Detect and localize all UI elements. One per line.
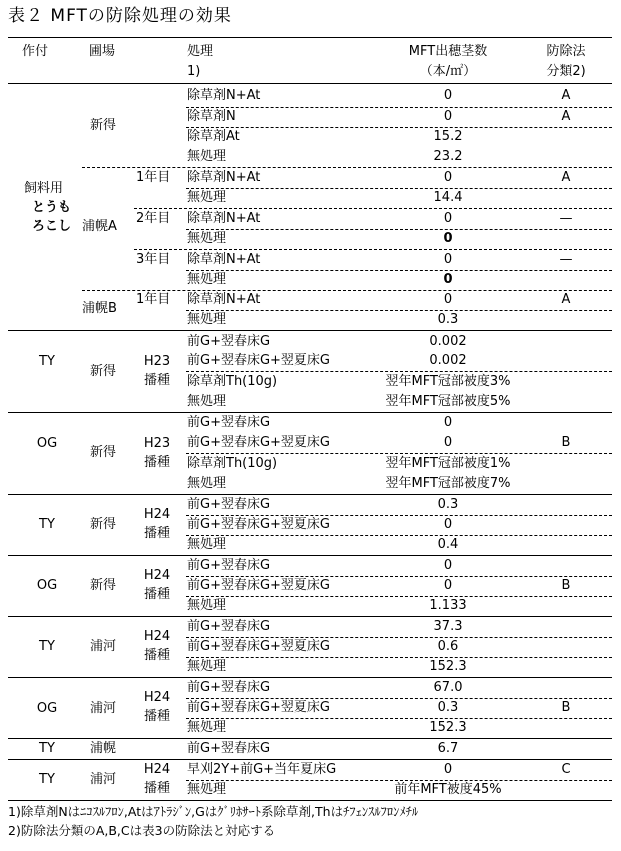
treatment-cell: 無処理 xyxy=(187,394,227,409)
value-cell: 翌年MFT冠部被度5% xyxy=(385,394,511,409)
method-cell: B xyxy=(561,700,571,715)
year-label: H24 xyxy=(143,690,171,705)
year-label: 播種 xyxy=(143,455,171,470)
value-cell: 0.3 xyxy=(437,312,459,327)
header-count-unit: （本/㎡） xyxy=(419,64,477,79)
row-divider xyxy=(82,167,612,168)
treatment-cell: 前G+翌春床G+翌夏床G xyxy=(187,639,331,654)
method-cell: A xyxy=(561,170,571,185)
treatment-cell: 無処理 xyxy=(187,149,227,164)
row-divider xyxy=(186,576,612,577)
value-cell: 翌年MFT冠部被度7% xyxy=(385,476,511,491)
value-cell: 0 xyxy=(443,252,453,267)
value-cell: 0 xyxy=(443,211,453,226)
value-cell: 0 xyxy=(443,109,453,124)
value-cell: 0 xyxy=(443,762,453,777)
treatment-cell: 除草剤N+At xyxy=(187,211,261,226)
field-label: 浦河 xyxy=(90,701,117,716)
treatment-cell: 除草剤N+At xyxy=(187,88,261,103)
year-label: 播種 xyxy=(143,709,171,724)
field-label: 浦幌A xyxy=(82,219,117,234)
crop-label: TY xyxy=(39,772,55,787)
method-cell: A xyxy=(561,109,571,124)
year-label: 播種 xyxy=(143,526,171,541)
year-label: 1年目 xyxy=(136,170,171,185)
header-method-sub: 分類2) xyxy=(546,64,586,79)
block-divider xyxy=(8,759,612,760)
treatment-cell: 無処理 xyxy=(187,231,227,246)
block-divider xyxy=(8,738,612,739)
row-divider xyxy=(186,698,612,699)
table-bottom-rule xyxy=(8,800,612,801)
treatment-cell: 無処理 xyxy=(187,537,227,552)
year-label: H24 xyxy=(143,762,171,777)
value-cell: 0.3 xyxy=(437,497,459,512)
value-cell: 0.4 xyxy=(437,537,459,552)
value-cell: 14.4 xyxy=(433,190,463,205)
row-divider xyxy=(186,310,612,311)
field-label: 浦河 xyxy=(90,639,117,654)
row-divider xyxy=(186,371,612,372)
crop-label: 飼料用 xyxy=(24,181,64,196)
block-divider xyxy=(8,412,612,413)
crop-label: OG xyxy=(36,578,58,593)
table-title: 表２ MFTの防除処理の効果 xyxy=(8,6,232,26)
value-cell: 0.002 xyxy=(429,334,467,349)
method-cell: A xyxy=(561,88,571,103)
treatment-cell: 前G+翌春床G xyxy=(187,741,271,756)
treatment-cell: 無処理 xyxy=(187,312,227,327)
value-cell: 0.002 xyxy=(429,353,467,368)
treatment-cell: 無処理 xyxy=(187,659,227,674)
year-label: 播種 xyxy=(143,373,171,388)
row-divider xyxy=(82,290,612,291)
year-label: H23 xyxy=(143,354,171,369)
treatment-cell: 前G+翌春床G xyxy=(187,334,271,349)
crop-label: OG xyxy=(36,436,58,451)
treatment-cell: 無処理 xyxy=(187,272,227,287)
treatment-cell: 除草剤N+At xyxy=(187,292,261,307)
treatment-cell: 前G+翌春床G xyxy=(187,619,271,634)
method-cell: C xyxy=(561,762,571,777)
value-cell: 0 xyxy=(443,435,453,450)
row-divider xyxy=(186,270,612,271)
value-cell: 67.0 xyxy=(433,680,463,695)
value-cell: 23.2 xyxy=(433,149,463,164)
row-divider xyxy=(186,229,612,230)
value-cell: 0 xyxy=(443,272,453,287)
treatment-cell: 除草剤At xyxy=(187,129,240,144)
treatment-cell: 無処理 xyxy=(187,476,227,491)
field-label: 新得 xyxy=(90,445,117,460)
treatment-cell: 前G+翌春床G xyxy=(187,415,271,430)
block-divider xyxy=(8,330,612,331)
crop-label: TY xyxy=(39,639,55,654)
treatment-cell: 早刈2Y+前G+当年夏床G xyxy=(187,762,337,777)
method-cell: — xyxy=(559,211,573,226)
treatment-cell: 除草剤Th(10g) xyxy=(187,374,278,389)
value-cell: 152.3 xyxy=(429,659,467,674)
row-divider xyxy=(134,249,612,250)
year-label: 3年目 xyxy=(136,252,171,267)
treatment-cell: 無処理 xyxy=(187,782,227,797)
header-field: 圃場 xyxy=(89,44,116,59)
field-label: 浦幌 xyxy=(90,741,117,756)
treatment-cell: 除草剤Th(10g) xyxy=(187,456,278,471)
crop-label: とうも xyxy=(32,200,72,215)
row-divider xyxy=(186,107,612,108)
method-cell: B xyxy=(561,578,571,593)
value-cell: 0 xyxy=(443,558,453,573)
row-divider xyxy=(186,718,612,719)
value-cell: 0 xyxy=(443,517,453,532)
value-cell: 6.7 xyxy=(437,741,459,756)
year-label: 播種 xyxy=(143,648,171,663)
method-cell: A xyxy=(561,292,571,307)
block-divider xyxy=(8,677,612,678)
row-divider xyxy=(186,127,612,128)
footnote-2: 2)防除法分類のA,B,Cは表3の防除法と対応する xyxy=(8,823,276,838)
row-divider xyxy=(186,535,612,536)
value-cell: 1.133 xyxy=(429,598,467,613)
block-divider xyxy=(8,494,612,495)
treatment-cell: 前G+翌春床G+翌夏床G xyxy=(187,578,331,593)
year-label: H24 xyxy=(143,629,171,644)
crop-label: TY xyxy=(39,741,55,756)
field-label: 新得 xyxy=(90,118,117,133)
year-label: H24 xyxy=(143,507,171,522)
treatment-cell: 除草剤N+At xyxy=(187,252,261,267)
value-cell: 15.2 xyxy=(433,129,463,144)
row-divider xyxy=(186,188,612,189)
treatment-cell: 前G+翌春床G+翌夏床G xyxy=(187,435,331,450)
crop-label: TY xyxy=(39,354,55,369)
treatment-cell: 前G+翌春床G+翌夏床G xyxy=(187,353,331,368)
year-label: H23 xyxy=(143,436,171,451)
row-divider xyxy=(134,208,612,209)
crop-label: ろこし xyxy=(32,219,72,234)
value-cell: 0 xyxy=(443,292,453,307)
treatment-cell: 前G+翌春床G+翌夏床G xyxy=(187,517,331,532)
block-divider xyxy=(8,555,612,556)
field-label: 浦幌B xyxy=(82,301,117,316)
field-label: 浦河 xyxy=(90,772,117,787)
treatment-cell: 除草剤N+At xyxy=(187,170,261,185)
block-divider xyxy=(8,616,612,617)
row-divider xyxy=(186,596,612,597)
footnote-1: 1)除草剤Nはﾆｺｽﾙﾌﾛﾝ,Atはｱﾄﾗｼﾞﾝ,Gはｸﾞﾘﾎｻｰﾄ系除草剤,Thはﾁﾌｪﾝｽﾙﾌﾛﾝﾒﾁﾙ xyxy=(8,804,419,819)
value-cell: 152.3 xyxy=(429,720,467,735)
header-count: MFT出穂茎数 xyxy=(408,44,488,59)
header-treatment-note: 1) xyxy=(187,64,201,79)
value-cell: 0.3 xyxy=(437,700,459,715)
field-label: 新得 xyxy=(90,364,117,379)
treatment-cell: 無処理 xyxy=(187,598,227,613)
treatment-cell: 前G+翌春床G xyxy=(187,680,271,695)
field-label: 新得 xyxy=(90,517,117,532)
crop-label: OG xyxy=(36,701,58,716)
year-label: 2年目 xyxy=(136,211,171,226)
treatment-cell: 無処理 xyxy=(187,190,227,205)
year-label: 播種 xyxy=(143,587,171,602)
header-top-rule xyxy=(8,37,612,38)
value-cell: 0.6 xyxy=(437,639,459,654)
treatment-cell: 無処理 xyxy=(187,720,227,735)
row-divider xyxy=(186,515,612,516)
header-treatment: 処理 xyxy=(187,44,214,59)
value-cell: 37.3 xyxy=(433,619,463,634)
value-cell: 前年MFT被度45% xyxy=(394,782,502,797)
value-cell: 0 xyxy=(443,170,453,185)
method-cell: — xyxy=(559,252,573,267)
value-cell: 0 xyxy=(443,415,453,430)
value-cell: 0 xyxy=(443,578,453,593)
header-method: 防除法 xyxy=(546,44,586,59)
treatment-cell: 除草剤N xyxy=(187,109,236,124)
treatment-cell: 前G+翌春床G xyxy=(187,497,271,512)
row-divider xyxy=(186,453,612,454)
treatment-cell: 前G+翌春床G+翌夏床G xyxy=(187,700,331,715)
value-cell: 翌年MFT冠部被度3% xyxy=(385,374,511,389)
value-cell: 翌年MFT冠部被度1% xyxy=(385,456,511,471)
treatment-cell: 前G+翌春床G xyxy=(187,558,271,573)
header-crop: 作付 xyxy=(22,44,49,59)
year-label: H24 xyxy=(143,568,171,583)
header-bottom-rule xyxy=(8,83,612,84)
value-cell: 0 xyxy=(443,88,453,103)
row-divider xyxy=(186,657,612,658)
field-label: 新得 xyxy=(90,578,117,593)
method-cell: B xyxy=(561,435,571,450)
value-cell: 0 xyxy=(443,231,453,246)
year-label: 播種 xyxy=(143,781,171,796)
row-divider xyxy=(186,637,612,638)
row-divider xyxy=(186,780,612,781)
crop-label: TY xyxy=(39,517,55,532)
year-label: 1年目 xyxy=(136,292,171,307)
